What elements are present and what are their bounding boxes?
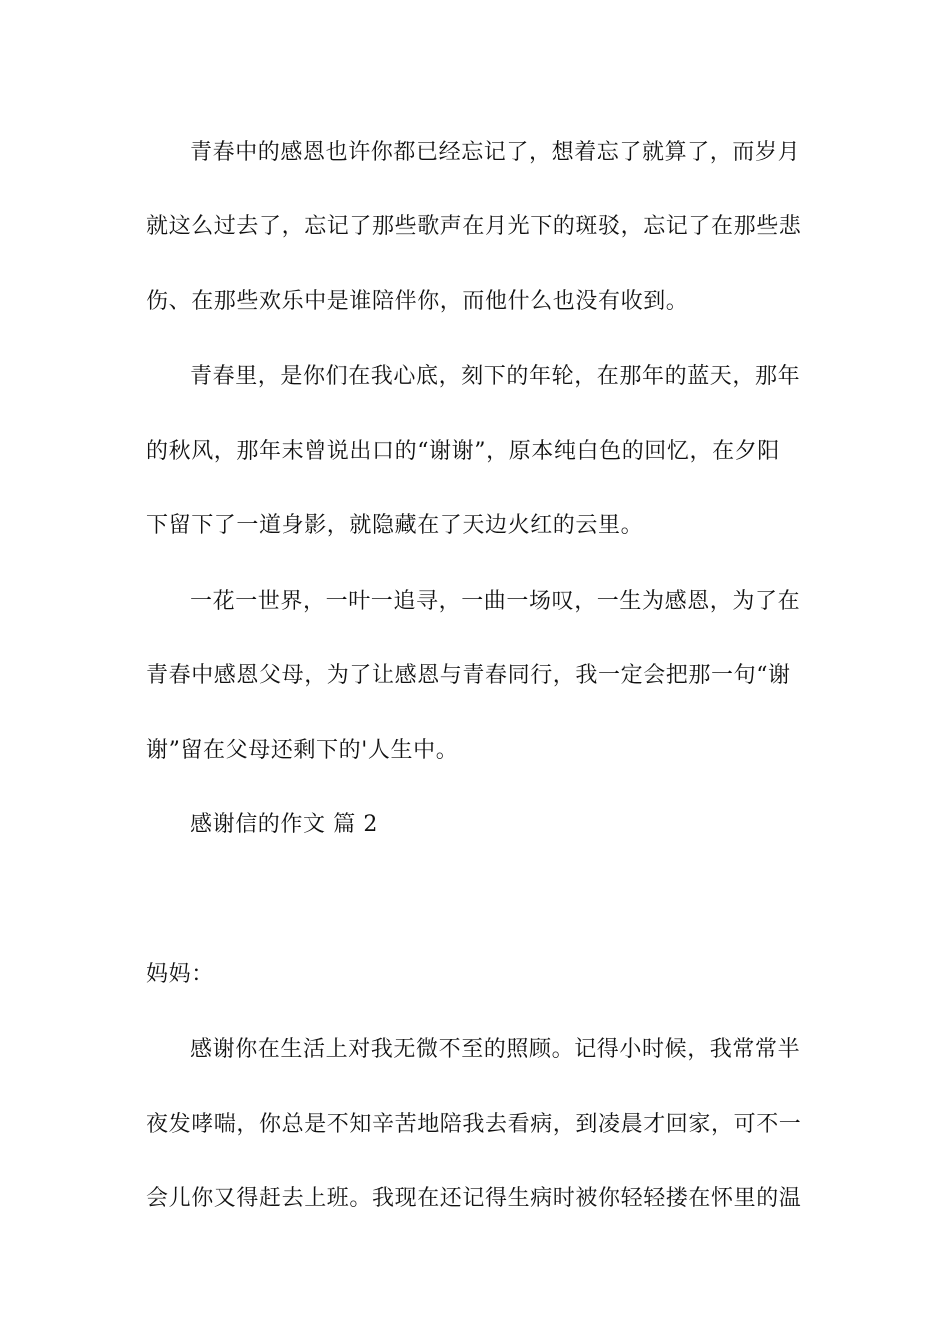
paragraph-3-line-1: 一花一世界，一叶一追寻，一曲一场叹，一生为感恩，为了在 — [190, 589, 801, 614]
paragraph-4-line-2: 夜发哮喘，你总是不知辛苦地陪我去看病，到凌晨才回家，可不一 — [146, 1112, 802, 1137]
paragraph-4-line-1: 感谢你在生活上对我无微不至的照顾。记得小时候，我常常半 — [190, 1037, 801, 1062]
paragraph-1-line-2: 就这么过去了，忘记了那些歌声在月光下的斑驳，忘记了在那些悲 — [146, 214, 802, 239]
paragraph-2-line-1: 青春里，是你们在我心底，刻下的年轮，在那年的蓝天，那年 — [190, 364, 801, 389]
paragraph-3-line-3: 谢”留在父母还剩下的'人生中。 — [146, 738, 459, 763]
paragraph-1-line-3: 伤、在那些欢乐中是谁陪伴你，而他什么也没有收到。 — [146, 289, 689, 314]
paragraph-4-line-3: 会儿你又得赶去上班。我现在还记得生病时被你轻轻搂在怀里的温 — [146, 1186, 802, 1211]
letter-salutation: 妈妈： — [146, 962, 214, 987]
paragraph-2-line-2: 的秋风，那年末曾说出口的“谢谢”，原本纯白色的回忆，在夕阳 — [146, 439, 780, 464]
section-heading: 感谢信的作文 篇 2 — [190, 812, 378, 837]
paragraph-2-line-3: 下留下了一道身影，就隐藏在了天边火红的云里。 — [146, 513, 644, 538]
paragraph-3-line-2: 青春中感恩父母，为了让感恩与青春同行，我一定会把那一句“谢 — [146, 663, 791, 688]
paragraph-1-line-1: 青春中的感恩也许你都已经忘记了，想着忘了就算了，而岁月 — [190, 140, 801, 165]
